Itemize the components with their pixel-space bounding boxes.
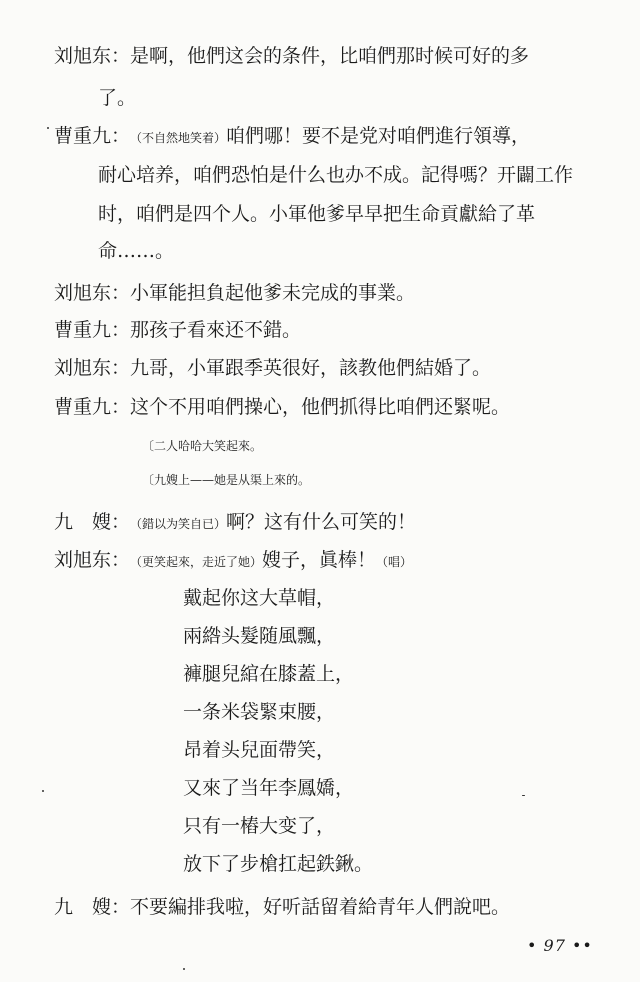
page-number: • 97 •• <box>527 936 593 955</box>
song-line: 兩綹头髮随風飄， <box>183 625 336 647</box>
song-line: 只有一樁大变了， <box>183 815 336 837</box>
dialogue-text: 这个不用咱們操心，他們抓得比咱們还緊呢。 <box>130 396 511 418</box>
dialogue-line <box>54 281 415 305</box>
dialogue-line <box>54 395 510 419</box>
stage-note-sing: （唱） <box>376 555 413 569</box>
dialogue-text: 啊？这有什么可笑的！ <box>226 511 417 533</box>
dialogue-line <box>54 124 530 150</box>
song-line: 褲腿兒綰在膝蓋上， <box>183 663 355 685</box>
dialogue-text: 不要編排我啦，好听話留着給青年人們說吧。 <box>130 896 511 918</box>
speaker-label: 刘旭东： <box>54 549 131 571</box>
dialogue-line <box>54 318 301 342</box>
speaker-label: 曹重九： <box>54 125 131 147</box>
dialogue-line <box>54 44 529 68</box>
dialogue-line <box>54 510 416 536</box>
song-line: 昂着头兒面帶笑， <box>183 739 336 761</box>
song-line: 一条米袋緊束腰， <box>183 701 336 723</box>
speaker-label: 曹重九： <box>54 319 131 341</box>
stage-direction: 〔九嫂上——她是从渠上來的。 <box>142 473 311 487</box>
scan-speck <box>47 127 49 129</box>
dialogue-text: 小軍能担負起他爹未完成的事業。 <box>130 282 416 304</box>
stage-direction: 〔二人哈哈大笑起來。 <box>142 439 263 453</box>
speaker-label: 刘旭东： <box>54 357 131 379</box>
stage-note: （錯以为笑自已） <box>130 517 227 531</box>
dialogue-continuation: 了。 <box>98 87 137 109</box>
dialogue-continuation: 耐心培养，咱們恐怕是什么也办不成。記得嗎？开闢工作 <box>98 164 574 186</box>
speaker-label: 九 嫂： <box>54 511 131 533</box>
dialogue-text: 是啊，他們这会的条件，比咱們那时候可好的多 <box>130 45 530 67</box>
scan-speck <box>522 795 525 796</box>
song-line: 放下了步槍扛起鉄鍬。 <box>183 853 374 875</box>
dialogue-text: 嫂子，眞棒！ <box>262 549 377 571</box>
dialogue-text: 那孩子看來还不錯。 <box>130 319 302 341</box>
dialogue-line <box>54 548 412 574</box>
dialogue-text: 九哥，小軍跟季英很好，該教他們結婚了。 <box>130 357 492 379</box>
song-line: 戴起你这大草帽， <box>183 587 336 609</box>
dialogue-continuation: 命……。 <box>98 240 175 262</box>
dialogue-text: 咱們哪！要不是党对咱們進行領導， <box>226 125 531 147</box>
scan-speck <box>183 968 185 970</box>
dialogue-line <box>54 895 510 919</box>
song-line: 又來了当年李鳳嬌， <box>183 777 355 799</box>
speaker-label: 刘旭东： <box>54 282 131 304</box>
stage-note: （不自然地笑着） <box>130 131 227 145</box>
speaker-label: 曹重九： <box>54 396 131 418</box>
dialogue-line <box>54 356 491 380</box>
dialogue-continuation: 时，咱們是四个人。小軍他爹早早把生命貢獻給了革 <box>98 203 536 225</box>
stage-note: （更笑起來，走近了她） <box>130 555 263 569</box>
scan-speck <box>42 790 44 792</box>
speaker-label: 九 嫂： <box>54 896 131 918</box>
speaker-label: 刘旭东： <box>54 45 131 67</box>
